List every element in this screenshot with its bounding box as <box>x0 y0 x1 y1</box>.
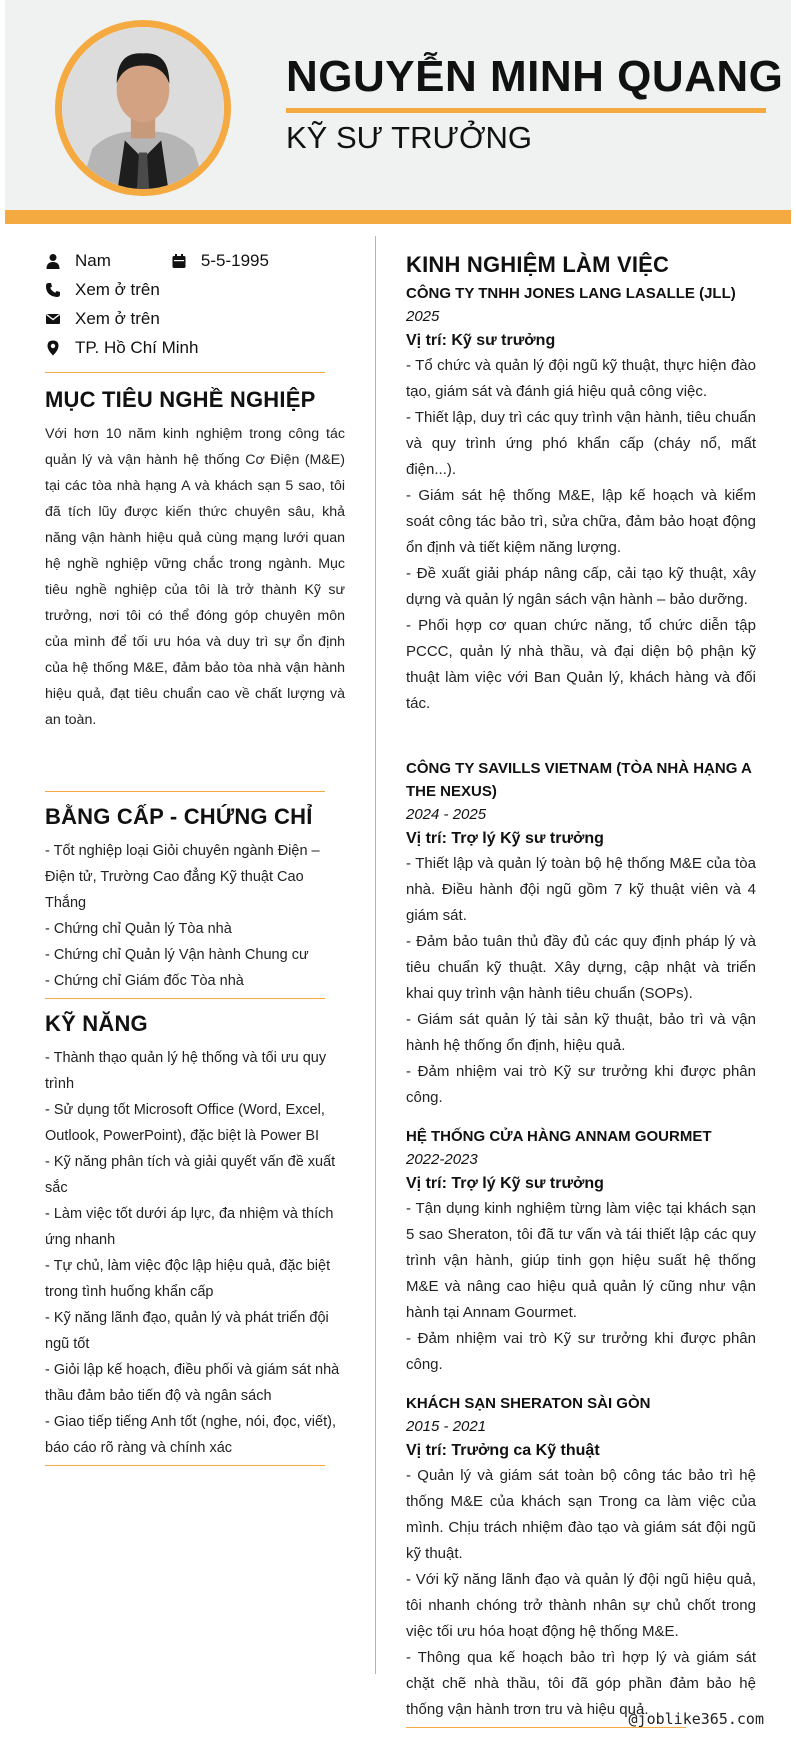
section-divider <box>45 1465 325 1466</box>
list-item: - Giỏi lập kế hoạch, điều phối và giám sát nhà thầu đảm bảo tiến độ và ngân sách <box>45 1362 340 1404</box>
job-period: 2024 - 2025 <box>406 806 487 823</box>
location-pin-icon <box>45 338 75 358</box>
list-item: - Giao tiếp tiếng Anh tốt (nghe, nói, đọc, viết), báo cáo rõ ràng và chính xác <box>45 1414 336 1456</box>
calendar-icon <box>171 251 201 271</box>
job-position: Vị trí: Trưởng ca Kỹ thuật <box>406 1442 600 1459</box>
contact-row-phone <box>45 275 345 304</box>
job-bullet: - Giám sát hệ thống M&E, lập kế hoạch và kiểm soát công tác bảo trì, sửa chữa, đảm bảo hoạt động ổn định và tiết kiệm năng lượng. <box>406 487 756 556</box>
job-entry <box>406 282 756 717</box>
job-bullet: - Thiết lập và quản lý toàn bộ hệ thống M&E của tòa nhà. Điều hành đội ngũ gồm 7 kỹ thuật viên và 4 giám sát. <box>406 855 756 924</box>
section-divider <box>45 372 325 373</box>
job-bullet: - Giám sát quản lý tài sản kỹ thuật, bảo trì và vận hành hệ thống ổn định, hiệu quả. <box>406 1011 756 1054</box>
skills-heading: KỸ NĂNG <box>45 1011 148 1036</box>
email-value: Xem ở trên <box>75 308 160 328</box>
section-divider <box>45 791 325 792</box>
job-company: KHÁCH SẠN SHERATON SÀI GÒN <box>406 1395 651 1412</box>
objective-heading: MỤC TIÊU NGHỀ NGHIỆP <box>45 387 316 412</box>
job-period: 2015 - 2021 <box>406 1418 487 1435</box>
avatar <box>55 20 231 196</box>
job-entry <box>406 1125 756 1378</box>
envelope-icon <box>45 309 75 329</box>
phone-icon <box>45 280 75 300</box>
job-position: Vị trí: Kỹ sư trưởng <box>406 332 556 349</box>
job-bullet: - Tổ chức và quản lý đội ngũ kỹ thuật, thực hiện đào tạo, giám sát và đánh giá hiệu quả công việc. <box>406 357 756 400</box>
job-bullet: - Quản lý và giám sát toàn bộ công tác bảo trì hệ thống M&E của khách sạn Trong ca làm việc của mình. Chịu trách nhiệm đào tạo và giám sát đội ngũ kỹ thuật. <box>406 1467 756 1562</box>
phone-value: Xem ở trên <box>75 279 160 299</box>
gender-value: Nam <box>75 250 111 270</box>
list-item: - Chứng chỉ Quản lý Vận hành Chung cư <box>45 947 309 963</box>
user-icon <box>45 251 75 271</box>
certificates-heading: BẰNG CẤP - CHỨNG CHỈ <box>45 804 313 829</box>
contact-row-gender-birthdate <box>45 246 345 275</box>
job-bullet: - Phối hợp cơ quan chức năng, tổ chức diễn tập PCCC, quản lý nhà thầu, và đại diện bộ phận kỹ thuật làm việc với Ban Quản lý, khách hàng và đối tác. <box>406 617 756 712</box>
list-item: - Sử dụng tốt Microsoft Office (Word, Excel, Outlook, PowerPoint), đặc biệt là Power BI <box>45 1102 325 1144</box>
job-company: HỆ THỐNG CỬA HÀNG ANNAM GOURMET <box>406 1128 712 1145</box>
job-bullet: - Đề xuất giải pháp nâng cấp, cải tạo kỹ thuật, xây dựng và quản lý ngân sách vận hành – bảo dưỡng. <box>406 565 756 608</box>
certificates-list <box>45 838 345 994</box>
candidate-name: NGUYỄN MINH QUANG <box>286 52 784 101</box>
list-item: - Chứng chỉ Quản lý Tòa nhà <box>45 921 232 937</box>
experience-heading: KINH NGHIỆM LÀM VIỆC <box>406 252 670 277</box>
job-bullet: - Đảm bảo tuân thủ đầy đủ các quy định pháp lý và tiêu chuẩn kỹ thuật. Xây dựng, cập nhật và triển khai quy trình vận hành tiêu chuẩn (SOPs). <box>406 933 756 1002</box>
objective-text: Với hơn 10 năm kinh nghiệm trong công tác quản lý và vận hành hệ thống Cơ Điện (M&E) tại các tòa nhà hạng A và khách sạn 5 sao, tôi đã tích lũy được kiến thức chuyên sâu, khả năng vận hành hiệu quả cùng mạng lưới quan hệ nghề nghiệp vững chắc trong ngành. Mục tiêu nghề nghiệp của tôi là trở thành Kỹ sư trưởng, nơi tôi có thể đóng góp chuyên môn của mình để tối ưu hóa và duy trì sự ổn định của hệ thống M&E, đảm bảo tòa nhà vận hành hiệu quả, đạt tiêu chuẩn cao về chất lượng và an toàn. <box>45 426 345 728</box>
avatar-portrait-icon <box>62 27 224 189</box>
skills-list <box>45 1045 345 1461</box>
name-underline <box>286 108 766 113</box>
job-bullet: - Đảm nhiệm vai trò Kỹ sư trưởng khi được phân công. <box>406 1063 756 1106</box>
section-divider <box>45 998 325 999</box>
job-position: Vị trí: Trợ lý Kỹ sư trưởng <box>406 1175 604 1192</box>
job-bullet: - Đảm nhiệm vai trò Kỹ sư trưởng khi được phân công. <box>406 1330 756 1373</box>
header-accent-bar <box>5 210 791 224</box>
list-item: - Kỹ năng lãnh đạo, quản lý và phát triển đội ngũ tốt <box>45 1310 329 1352</box>
list-item: - Thành thạo quản lý hệ thống và tối ưu quy trình <box>45 1050 327 1092</box>
job-company: CÔNG TY TNHH JONES LANG LASALLE (JLL) <box>406 285 736 302</box>
right-column <box>406 246 756 1728</box>
job-period: 2025 <box>406 308 440 325</box>
job-company: CÔNG TY SAVILLS VIETNAM (TÒA NHÀ HẠNG A THE NEXUS) <box>406 760 752 800</box>
list-item: - Kỹ năng phân tích và giải quyết vấn đề xuất sắc <box>45 1154 336 1196</box>
list-item: - Làm việc tốt dưới áp lực, đa nhiệm và thích ứng nhanh <box>45 1206 334 1248</box>
contact-row-location <box>45 333 345 362</box>
left-column <box>45 246 345 1466</box>
list-item: - Tốt nghiệp loại Giỏi chuyên ngành Điện – Điện tử, Trường Cao đẳng Kỹ thuật Cao Thắng <box>45 843 320 911</box>
column-divider <box>375 236 376 1674</box>
contact-row-email <box>45 304 345 333</box>
birthdate-value: 5-5-1995 <box>200 250 269 270</box>
location-value: TP. Hồ Chí Minh <box>75 337 199 357</box>
list-item: - Tự chủ, làm việc độc lập hiệu quả, đặc biệt trong tình huống khẩn cấp <box>45 1258 331 1300</box>
list-item: - Chứng chỉ Giám đốc Tòa nhà <box>45 973 244 989</box>
job-position: Vị trí: Trợ lý Kỹ sư trưởng <box>406 830 604 847</box>
job-bullet: - Với kỹ năng lãnh đạo và quản lý đội ngũ hiệu quả, tôi nhanh chóng trở thành nhân sự chủ chốt trong việc tối ưu hóa hoạt động hệ thống M&E. <box>406 1571 756 1640</box>
job-bullet: - Thông qua kế hoạch bảo trì hợp lý và giám sát chặt chẽ nhà thầu, tôi đã góp phần đảm bảo hệ thống vận hành trơn tru và hiệu quả. <box>406 1649 756 1718</box>
job-bullet: - Tận dụng kinh nghiệm từng làm việc tại khách sạn 5 sao Sheraton, tôi đã tư vấn và tái thiết lập các quy trình vận hành, giúp tinh gọn hiệu suất hệ thống M&E và nâng cao hiệu quả quản lý cũng như vận hành tại Annam Gourmet. <box>406 1200 756 1321</box>
job-period: 2022-2023 <box>406 1151 478 1168</box>
job-bullet: - Thiết lập, duy trì các quy trình vận hành, tiêu chuẩn và quy trình ứng phó khẩn cấp (cháy nổ, mất điện...). <box>406 409 756 478</box>
job-entry <box>406 1392 756 1723</box>
job-entry <box>406 757 756 1111</box>
candidate-title: KỸ SƯ TRƯỞNG <box>286 120 533 155</box>
footer-watermark: @joblike365.com <box>628 1710 764 1728</box>
